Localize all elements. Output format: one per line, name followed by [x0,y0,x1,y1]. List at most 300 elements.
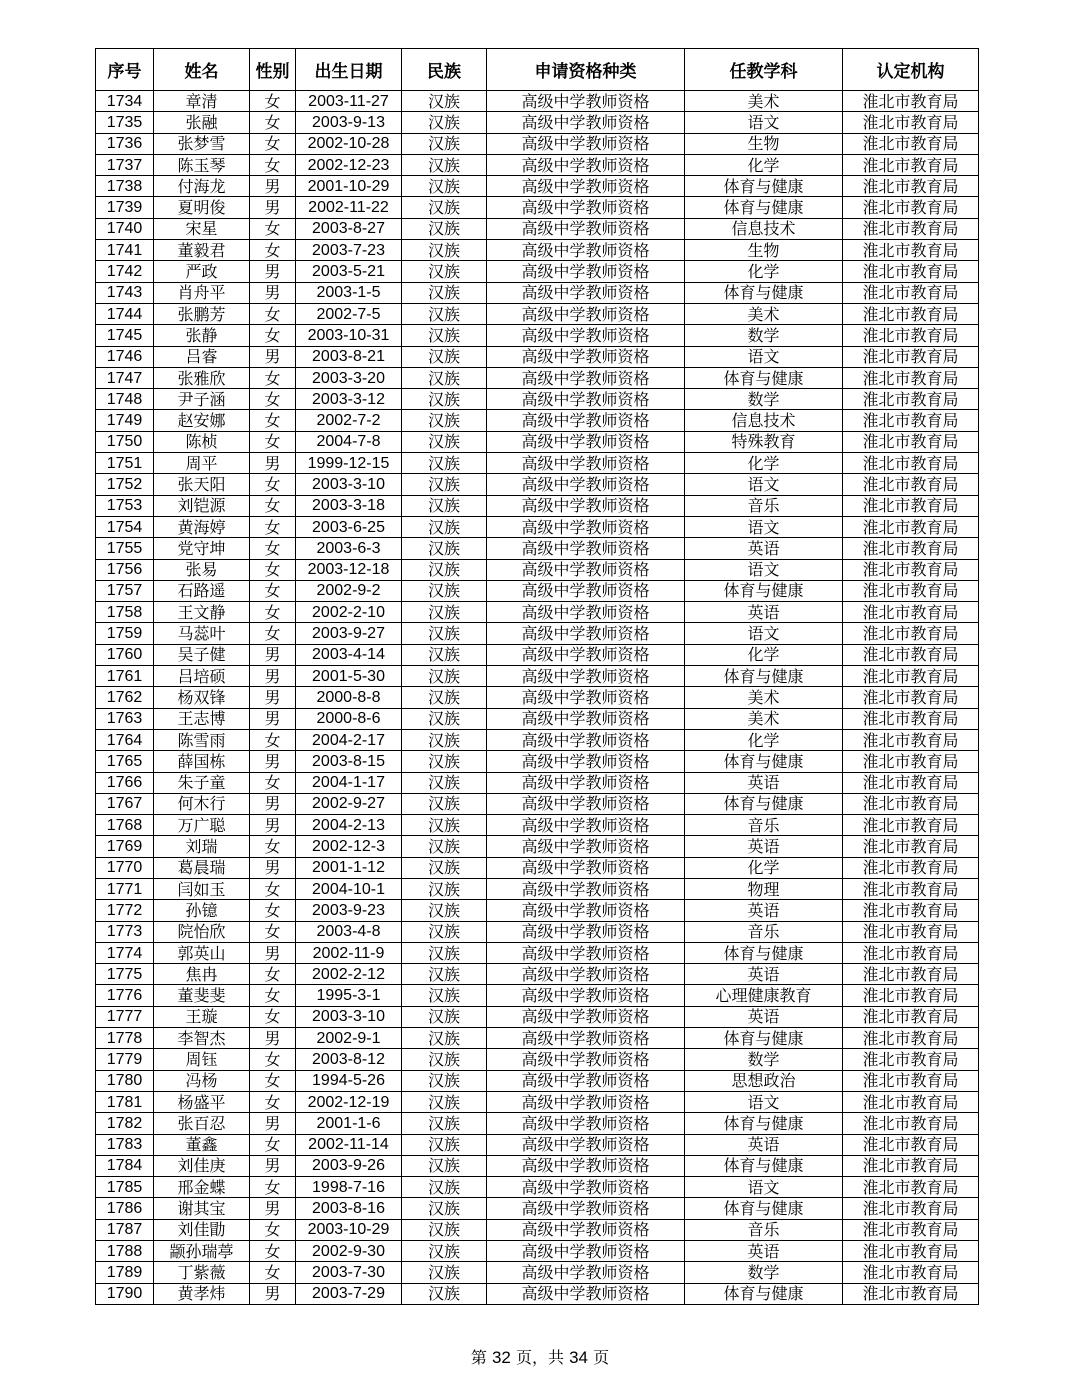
cell-qualification-type: 高级中学教师资格 [487,346,685,367]
cell-birth-date: 2003-8-21 [296,346,402,367]
cell-gender: 男 [250,857,296,878]
cell-subject: 体育与健康 [685,580,843,601]
cell-birth-date: 2002-11-9 [296,942,402,963]
cell-birth-date: 2003-6-3 [296,538,402,559]
cell-subject: 体育与健康 [685,1155,843,1176]
table-row [96,453,979,474]
cell-certifying-agency: 淮北市教育局 [843,218,979,239]
cell-gender: 女 [250,729,296,750]
cell-name: 张雅欣 [154,367,250,388]
cell-subject: 体育与健康 [685,282,843,303]
cell-name: 尹子涵 [154,389,250,410]
cell-ethnicity: 汉族 [402,176,487,197]
cell-index: 1774 [96,942,154,963]
cell-birth-date: 2003-7-29 [296,1283,402,1304]
cell-birth-date: 2002-10-28 [296,133,402,154]
cell-name: 付海龙 [154,176,250,197]
cell-name: 马蕊叶 [154,623,250,644]
cell-name: 何木行 [154,793,250,814]
cell-certifying-agency: 淮北市教育局 [843,282,979,303]
cell-qualification-type: 高级中学教师资格 [487,793,685,814]
table-row [96,602,979,623]
cell-qualification-type: 高级中学教师资格 [487,1049,685,1070]
cell-ethnicity: 汉族 [402,878,487,899]
cell-ethnicity: 汉族 [402,985,487,1006]
cell-index: 1739 [96,197,154,218]
cell-birth-date: 2003-3-10 [296,1006,402,1027]
cell-certifying-agency: 淮北市教育局 [843,985,979,1006]
cell-qualification-type: 高级中学教师资格 [487,431,685,452]
cell-birth-date: 2002-2-10 [296,602,402,623]
cell-name: 冯杨 [154,1070,250,1091]
cell-gender: 女 [250,410,296,431]
cell-certifying-agency: 淮北市教育局 [843,729,979,750]
cell-index: 1769 [96,836,154,857]
cell-birth-date: 2004-1-17 [296,772,402,793]
table-row [96,815,979,836]
cell-index: 1775 [96,964,154,985]
table-row [96,176,979,197]
cell-ethnicity: 汉族 [402,112,487,133]
cell-qualification-type: 高级中学教师资格 [487,1283,685,1304]
cell-birth-date: 2003-11-27 [296,91,402,112]
cell-gender: 女 [250,303,296,324]
cell-birth-date: 2003-12-18 [296,559,402,580]
cell-ethnicity: 汉族 [402,772,487,793]
footer-suffix: 页 [593,1348,610,1367]
cell-index: 1790 [96,1283,154,1304]
cell-qualification-type: 高级中学教师资格 [487,495,685,516]
cell-index: 1788 [96,1241,154,1262]
cell-name: 张梦雪 [154,133,250,154]
cell-certifying-agency: 淮北市教育局 [843,516,979,537]
cell-certifying-agency: 淮北市教育局 [843,453,979,474]
cell-ethnicity: 汉族 [402,559,487,580]
cell-gender: 女 [250,240,296,261]
cell-index: 1755 [96,538,154,559]
cell-gender: 男 [250,1113,296,1134]
cell-index: 1752 [96,474,154,495]
cell-gender: 女 [250,921,296,942]
cell-gender: 男 [250,687,296,708]
cell-birth-date: 2001-5-30 [296,666,402,687]
cell-index: 1740 [96,218,154,239]
cell-qualification-type: 高级中学教师资格 [487,857,685,878]
cell-certifying-agency: 淮北市教育局 [843,1049,979,1070]
cell-certifying-agency: 淮北市教育局 [843,602,979,623]
cell-ethnicity: 汉族 [402,666,487,687]
cell-birth-date: 2003-7-23 [296,240,402,261]
cell-subject: 化学 [685,261,843,282]
cell-qualification-type: 高级中学教师资格 [487,942,685,963]
cell-name: 丁紫薇 [154,1262,250,1283]
cell-qualification-type: 高级中学教师资格 [487,176,685,197]
cell-certifying-agency: 淮北市教育局 [843,1113,979,1134]
cell-subject: 化学 [685,857,843,878]
cell-ethnicity: 汉族 [402,964,487,985]
cell-name: 朱子童 [154,772,250,793]
table-row [96,218,979,239]
cell-name: 赵安娜 [154,410,250,431]
table-row [96,942,979,963]
cell-qualification-type: 高级中学教师资格 [487,218,685,239]
cell-certifying-agency: 淮北市教育局 [843,793,979,814]
cell-birth-date: 1999-12-15 [296,453,402,474]
cell-name: 杨盛平 [154,1091,250,1112]
cell-name: 颛孙瑞葶 [154,1241,250,1262]
cell-ethnicity: 汉族 [402,1091,487,1112]
cell-gender: 女 [250,985,296,1006]
cell-index: 1766 [96,772,154,793]
cell-subject: 体育与健康 [685,793,843,814]
cell-subject: 英语 [685,1006,843,1027]
cell-certifying-agency: 淮北市教育局 [843,1241,979,1262]
cell-certifying-agency: 淮北市教育局 [843,1283,979,1304]
cell-gender: 女 [250,1091,296,1112]
cell-certifying-agency: 淮北市教育局 [843,1070,979,1091]
cell-birth-date: 2002-7-5 [296,303,402,324]
cell-subject: 体育与健康 [685,1283,843,1304]
cell-certifying-agency: 淮北市教育局 [843,815,979,836]
cell-gender: 女 [250,1262,296,1283]
cell-index: 1742 [96,261,154,282]
cell-ethnicity: 汉族 [402,900,487,921]
cell-index: 1772 [96,900,154,921]
cell-qualification-type: 高级中学教师资格 [487,474,685,495]
cell-name: 吕睿 [154,346,250,367]
cell-ethnicity: 汉族 [402,1113,487,1134]
cell-gender: 男 [250,282,296,303]
cell-certifying-agency: 淮北市教育局 [843,261,979,282]
cell-certifying-agency: 淮北市教育局 [843,836,979,857]
cell-qualification-type: 高级中学教师资格 [487,410,685,431]
cell-ethnicity: 汉族 [402,261,487,282]
cell-name: 王志博 [154,708,250,729]
footer-middle: 页，共 [515,1348,564,1367]
table-header-row [96,49,979,91]
cell-index: 1773 [96,921,154,942]
cell-qualification-type: 高级中学教师资格 [487,538,685,559]
cell-gender: 女 [250,538,296,559]
table-row [96,282,979,303]
cell-subject: 美术 [685,303,843,324]
cell-birth-date: 2002-9-1 [296,1028,402,1049]
cell-gender: 女 [250,474,296,495]
cell-subject: 体育与健康 [685,1113,843,1134]
cell-qualification-type: 高级中学教师资格 [487,729,685,750]
cell-qualification-type: 高级中学教师资格 [487,367,685,388]
cell-name: 闫如玉 [154,878,250,899]
cell-ethnicity: 汉族 [402,644,487,665]
cell-birth-date: 2002-7-2 [296,410,402,431]
table-row [96,261,979,282]
cell-ethnicity: 汉族 [402,367,487,388]
table-row [96,431,979,452]
cell-gender: 女 [250,1219,296,1240]
cell-gender: 男 [250,1028,296,1049]
cell-certifying-agency: 淮北市教育局 [843,708,979,729]
cell-qualification-type: 高级中学教师资格 [487,900,685,921]
cell-subject: 体育与健康 [685,367,843,388]
cell-subject: 音乐 [685,815,843,836]
cell-subject: 心理健康教育 [685,985,843,1006]
table-row [96,666,979,687]
cell-gender: 女 [250,1049,296,1070]
cell-qualification-type: 高级中学教师资格 [487,985,685,1006]
table-row [96,751,979,772]
cell-birth-date: 1995-3-1 [296,985,402,1006]
cell-index: 1760 [96,644,154,665]
cell-name: 董鑫 [154,1134,250,1155]
cell-ethnicity: 汉族 [402,942,487,963]
cell-ethnicity: 汉族 [402,1198,487,1219]
cell-ethnicity: 汉族 [402,687,487,708]
cell-birth-date: 2000-8-6 [296,708,402,729]
cell-subject: 数学 [685,1049,843,1070]
cell-name: 院怡欣 [154,921,250,942]
cell-subject: 英语 [685,964,843,985]
cell-name: 石路遥 [154,580,250,601]
cell-name: 周平 [154,453,250,474]
table-row [96,516,979,537]
cell-index: 1750 [96,431,154,452]
cell-gender: 女 [250,218,296,239]
cell-gender: 女 [250,431,296,452]
cell-certifying-agency: 淮北市教育局 [843,559,979,580]
cell-subject: 语文 [685,112,843,133]
cell-subject: 数学 [685,325,843,346]
cell-birth-date: 2004-2-17 [296,729,402,750]
cell-subject: 音乐 [685,495,843,516]
cell-ethnicity: 汉族 [402,410,487,431]
header-subject: 任教学科 [685,49,843,91]
cell-ethnicity: 汉族 [402,303,487,324]
cell-name: 吕培硕 [154,666,250,687]
cell-qualification-type: 高级中学教师资格 [487,666,685,687]
cell-subject: 语文 [685,516,843,537]
cell-birth-date: 2002-12-19 [296,1091,402,1112]
cell-gender: 女 [250,133,296,154]
table-row [96,964,979,985]
table-row [96,303,979,324]
cell-certifying-agency: 淮北市教育局 [843,623,979,644]
cell-subject: 体育与健康 [685,942,843,963]
cell-subject: 化学 [685,154,843,175]
cell-gender: 女 [250,836,296,857]
table-row [96,580,979,601]
cell-name: 张百忍 [154,1113,250,1134]
cell-subject: 化学 [685,729,843,750]
header-birth-date: 出生日期 [296,49,402,91]
cell-qualification-type: 高级中学教师资格 [487,154,685,175]
cell-certifying-agency: 淮北市教育局 [843,112,979,133]
cell-index: 1741 [96,240,154,261]
cell-name: 宋星 [154,218,250,239]
cell-subject: 生物 [685,133,843,154]
table-row [96,708,979,729]
cell-index: 1786 [96,1198,154,1219]
cell-subject: 体育与健康 [685,197,843,218]
cell-certifying-agency: 淮北市教育局 [843,367,979,388]
cell-gender: 女 [250,1134,296,1155]
cell-birth-date: 2003-3-10 [296,474,402,495]
cell-qualification-type: 高级中学教师资格 [487,1028,685,1049]
cell-gender: 女 [250,495,296,516]
table-row [96,644,979,665]
header-qualification-type: 申请资格种类 [487,49,685,91]
cell-gender: 女 [250,964,296,985]
table-row [96,154,979,175]
cell-ethnicity: 汉族 [402,836,487,857]
cell-name: 张鹏芳 [154,303,250,324]
cell-certifying-agency: 淮北市教育局 [843,389,979,410]
cell-gender: 男 [250,1283,296,1304]
cell-name: 焦冉 [154,964,250,985]
cell-qualification-type: 高级中学教师资格 [487,453,685,474]
cell-name: 肖舟平 [154,282,250,303]
cell-subject: 特殊教育 [685,431,843,452]
cell-subject: 化学 [685,644,843,665]
cell-birth-date: 2002-12-23 [296,154,402,175]
cell-qualification-type: 高级中学教师资格 [487,1113,685,1134]
cell-certifying-agency: 淮北市教育局 [843,900,979,921]
cell-ethnicity: 汉族 [402,580,487,601]
table-row [96,474,979,495]
cell-subject: 语文 [685,559,843,580]
cell-subject: 语文 [685,1177,843,1198]
cell-gender: 男 [250,666,296,687]
cell-name: 党守坤 [154,538,250,559]
cell-index: 1744 [96,303,154,324]
cell-ethnicity: 汉族 [402,389,487,410]
cell-subject: 英语 [685,900,843,921]
table-row [96,836,979,857]
cell-gender: 女 [250,1070,296,1091]
teacher-qualification-table [95,48,979,1305]
cell-name: 陈玉琴 [154,154,250,175]
table-row [96,623,979,644]
cell-name: 刘铠源 [154,495,250,516]
table-row [96,1219,979,1240]
cell-qualification-type: 高级中学教师资格 [487,1241,685,1262]
cell-ethnicity: 汉族 [402,708,487,729]
table-row [96,772,979,793]
cell-ethnicity: 汉族 [402,453,487,474]
cell-index: 1776 [96,985,154,1006]
cell-name: 章清 [154,91,250,112]
cell-certifying-agency: 淮北市教育局 [843,666,979,687]
cell-index: 1747 [96,367,154,388]
cell-ethnicity: 汉族 [402,1177,487,1198]
cell-gender: 女 [250,900,296,921]
cell-name: 夏明俊 [154,197,250,218]
table-row [96,687,979,708]
table-row [96,1134,979,1155]
cell-subject: 语文 [685,623,843,644]
cell-birth-date: 2000-8-8 [296,687,402,708]
table-row [96,1155,979,1176]
cell-qualification-type: 高级中学教师资格 [487,751,685,772]
cell-ethnicity: 汉族 [402,729,487,750]
cell-birth-date: 2003-10-31 [296,325,402,346]
cell-certifying-agency: 淮北市教育局 [843,538,979,559]
cell-ethnicity: 汉族 [402,815,487,836]
cell-certifying-agency: 淮北市教育局 [843,1155,979,1176]
cell-qualification-type: 高级中学教师资格 [487,708,685,729]
table-row [96,1070,979,1091]
cell-gender: 女 [250,325,296,346]
cell-qualification-type: 高级中学教师资格 [487,623,685,644]
cell-name: 郭英山 [154,942,250,963]
header-name: 姓名 [154,49,250,91]
cell-index: 1789 [96,1262,154,1283]
cell-gender: 男 [250,942,296,963]
cell-name: 陈雪雨 [154,729,250,750]
cell-ethnicity: 汉族 [402,240,487,261]
cell-qualification-type: 高级中学教师资格 [487,644,685,665]
cell-certifying-agency: 淮北市教育局 [843,580,979,601]
cell-certifying-agency: 淮北市教育局 [843,325,979,346]
cell-gender: 男 [250,708,296,729]
cell-gender: 男 [250,1155,296,1176]
cell-qualification-type: 高级中学教师资格 [487,815,685,836]
cell-subject: 英语 [685,772,843,793]
cell-name: 葛晨瑞 [154,857,250,878]
cell-certifying-agency: 淮北市教育局 [843,878,979,899]
cell-name: 李智杰 [154,1028,250,1049]
cell-gender: 女 [250,112,296,133]
cell-subject: 体育与健康 [685,666,843,687]
cell-name: 刘佳勖 [154,1219,250,1240]
cell-birth-date: 2003-4-14 [296,644,402,665]
cell-gender: 男 [250,261,296,282]
cell-gender: 男 [250,176,296,197]
cell-index: 1748 [96,389,154,410]
table-row [96,389,979,410]
cell-qualification-type: 高级中学教师资格 [487,921,685,942]
cell-index: 1770 [96,857,154,878]
cell-birth-date: 2003-4-8 [296,921,402,942]
cell-index: 1743 [96,282,154,303]
cell-qualification-type: 高级中学教师资格 [487,1006,685,1027]
table-row [96,900,979,921]
cell-subject: 物理 [685,878,843,899]
cell-index: 1785 [96,1177,154,1198]
cell-index: 1754 [96,516,154,537]
cell-index: 1735 [96,112,154,133]
cell-index: 1780 [96,1070,154,1091]
cell-subject: 体育与健康 [685,1028,843,1049]
cell-ethnicity: 汉族 [402,602,487,623]
cell-ethnicity: 汉族 [402,495,487,516]
cell-qualification-type: 高级中学教师资格 [487,325,685,346]
table-row [96,133,979,154]
cell-gender: 女 [250,772,296,793]
page-footer [0,1345,1080,1368]
cell-birth-date: 2002-12-3 [296,836,402,857]
cell-gender: 女 [250,389,296,410]
cell-name: 黄海婷 [154,516,250,537]
cell-birth-date: 2003-1-5 [296,282,402,303]
table-row [96,559,979,580]
cell-index: 1765 [96,751,154,772]
cell-index: 1762 [96,687,154,708]
cell-birth-date: 2003-5-21 [296,261,402,282]
cell-index: 1751 [96,453,154,474]
cell-certifying-agency: 淮北市教育局 [843,197,979,218]
cell-index: 1756 [96,559,154,580]
cell-certifying-agency: 淮北市教育局 [843,431,979,452]
